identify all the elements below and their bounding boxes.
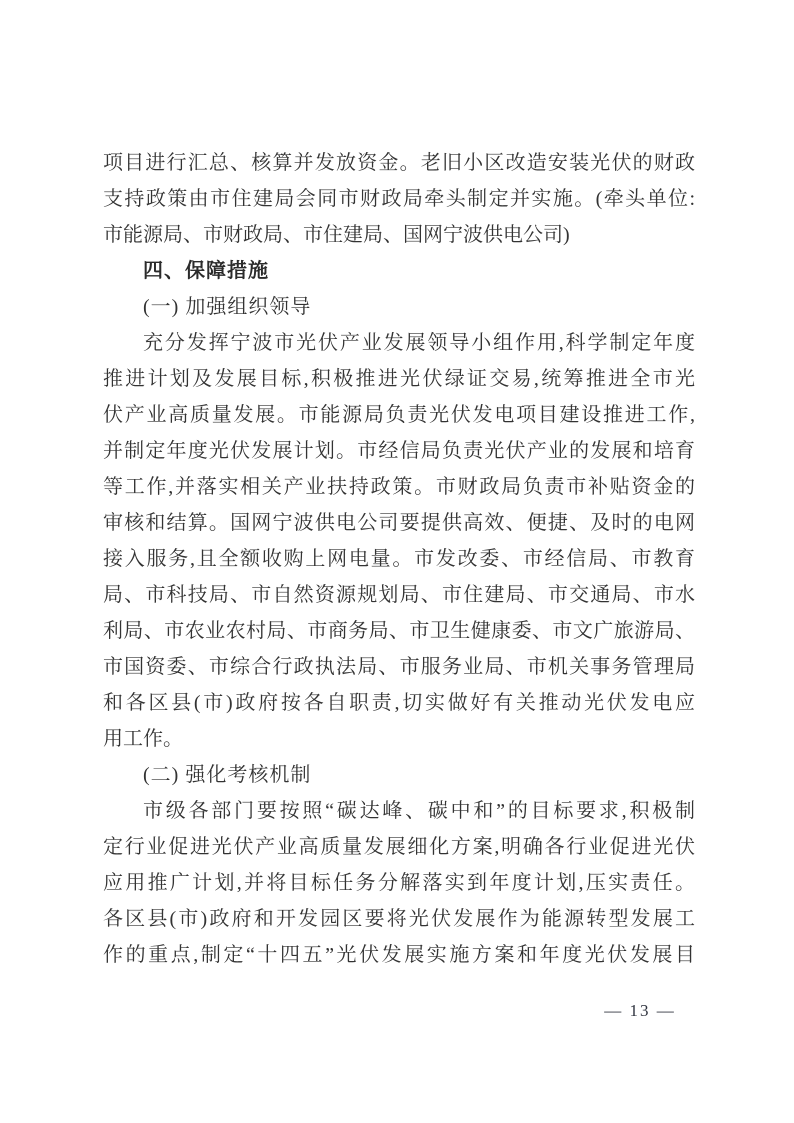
text-line: 利局、市农业农村局、市商务局、市卫生健康委、市文广旅游局、 [103,620,695,642]
subsection-heading: (二) 强化考核机制 [143,764,312,786]
text-line: 用工作。 [103,728,183,750]
text-line: 市国资委、市综合行政执法局、市服务业局、市机关事务管理局 [103,656,695,678]
subsection-heading: (一) 加强组织领导 [143,296,312,318]
text-line: 市级各部门要按照“碳达峰、碳中和”的目标要求,积极制 [143,800,695,822]
text-line: 接入服务,且全额收购上网电量。市发改委、市经信局、市教育 [103,548,695,570]
text-line: 局、市科技局、市自然资源规划局、市住建局、市交通局、市水 [103,584,695,606]
text-line: 各区县(市)政府和开发园区要将光伏发展作为能源转型发展工 [103,908,695,930]
text-line: 定行业促进光伏产业高质量发展细化方案,明确各行业促进光伏 [103,836,695,858]
text-line: 并制定年度光伏发展计划。市经信局负责光伏产业的发展和培育 [103,440,695,462]
text-line: 作的重点,制定“十四五”光伏发展实施方案和年度光伏发展目 [103,944,695,966]
text-line: 应用推广计划,并将目标任务分解落实到年度计划,压实责任。 [103,872,695,894]
text-line: 项目进行汇总、核算并发放资金。老旧小区改造安装光伏的财政 [103,152,695,174]
text-line: 支持政策由市住建局会同市财政局牵头制定并实施。(牵头单位: [103,188,695,210]
document-body [103,145,695,973]
text-line: 市能源局、市财政局、市住建局、国网宁波供电公司) [103,224,570,246]
text-line: 推进计划及发展目标,积极推进光伏绿证交易,统筹推进全市光 [103,368,695,390]
section-heading: 四、保障措施 [143,260,269,282]
text-line: 伏产业高质量发展。市能源局负责光伏发电项目建设推进工作, [103,404,695,426]
page-number: — 13 — [604,1001,676,1020]
text-line: 审核和结算。国网宁波供电公司要提供高效、便捷、及时的电网 [103,512,695,534]
text-line: 等工作,并落实相关产业扶持政策。市财政局负责市补贴资金的 [103,476,695,498]
text-line: 充分发挥宁波市光伏产业发展领导小组作用,科学制定年度 [143,332,695,354]
text-line: 和各区县(市)政府按各自职责,切实做好有关推动光伏发电应 [103,692,695,714]
